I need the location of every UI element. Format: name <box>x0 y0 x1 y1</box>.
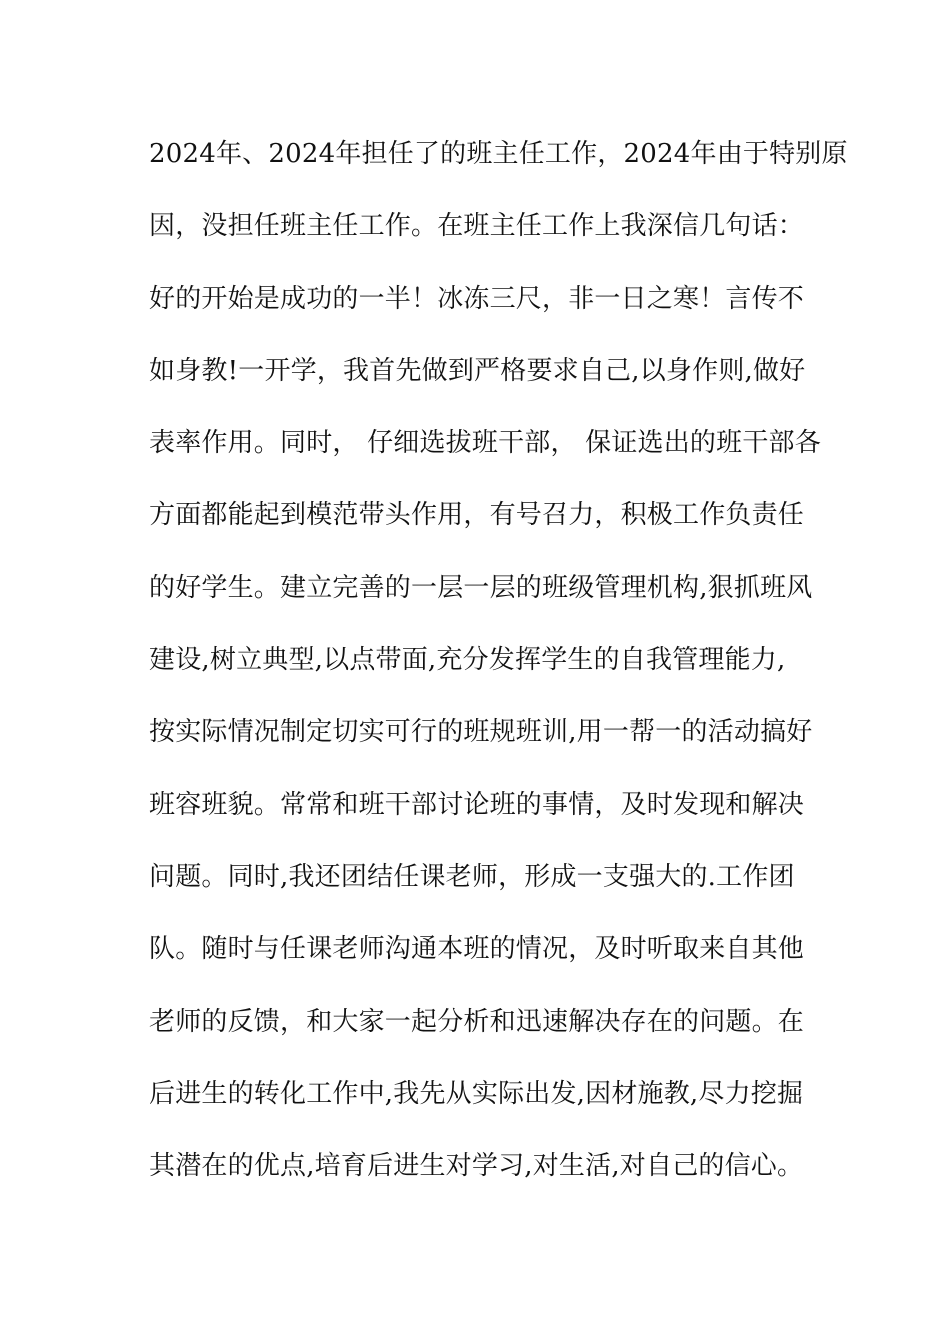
text-line: 的好学生。建立完善的一层一层的班级管理机构,狠抓班风 <box>149 572 813 603</box>
text-line: 后进生的转化工作中,我先从实际出发,因材施教,尽力挖掘 <box>149 1078 804 1109</box>
text-line: 队。随时与任课老师沟通本班的情况，及时听取来自其他 <box>149 934 805 965</box>
text-line: 方面都能起到模范带头作用，有号召力，积极工作负责任 <box>149 500 805 531</box>
text-line: 表率作用。同时， 仔细选拔班干部， 保证选出的班干部各 <box>149 428 821 459</box>
body-paragraph <box>149 128 848 1212</box>
text-line: 其潜在的优点,培育后进生对学习,对生活,对自己的信心。 <box>149 1151 804 1182</box>
text-line: 老师的反馈，和大家一起分析和迅速解决存在的问题。在 <box>149 1006 805 1037</box>
text-line: 按实际情况制定切实可行的班规班训,用一帮一的活动搞好 <box>149 717 813 748</box>
text-line: 好的开始是成功的一半！冰冻三尺，非一日之寒！言传不 <box>149 283 805 314</box>
text-line: 如身教!一开学，我首先做到严格要求自己,以身作则,做好 <box>149 355 806 386</box>
text-line: 建设,树立典型,以点带面,充分发挥学生的自我管理能力, <box>149 645 786 676</box>
text-line: 问题。同时,我还团结任课老师，形成一支强大的.工作团 <box>149 861 795 892</box>
text-line: 班容班貌。常常和班干部讨论班的事情，及时发现和解决 <box>149 789 805 820</box>
text-line: 因，没担任班主任工作。在班主任工作上我深信几句话： <box>149 211 805 242</box>
text-line: 2024年、2024年担任了的班主任工作，2024年由于特别原 <box>149 139 848 169</box>
